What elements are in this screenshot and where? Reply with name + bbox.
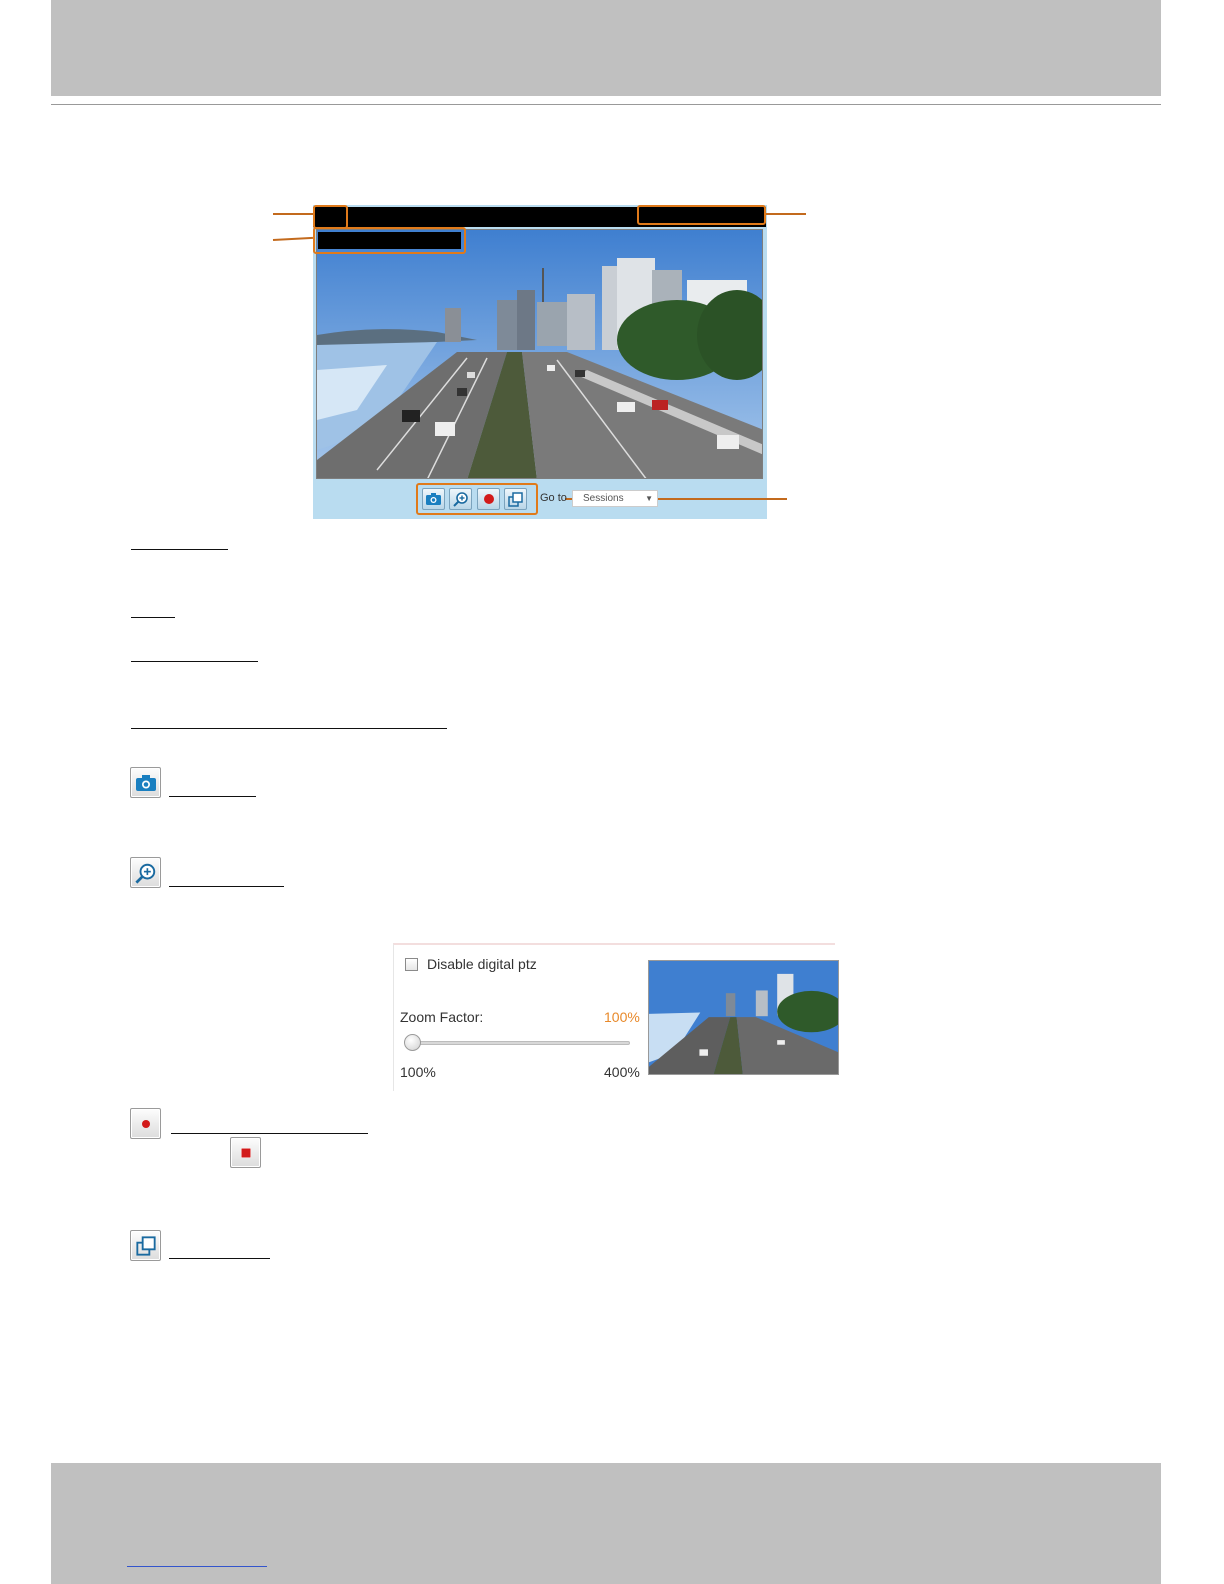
fullscreen-icon	[136, 1236, 156, 1256]
record-icon	[141, 1119, 151, 1129]
highway-thumbnail-image	[649, 961, 839, 1075]
leader-line	[273, 237, 313, 241]
slider-min-label: 100%	[400, 1064, 436, 1080]
digital-zoom-icon-button	[130, 857, 161, 888]
heading-underline	[131, 661, 258, 662]
fullscreen-icon	[508, 492, 523, 507]
heading-underline	[169, 796, 256, 797]
slider-max-label: 400%	[604, 1064, 640, 1080]
camera-icon	[426, 493, 441, 505]
leader-line	[766, 213, 806, 215]
callout-title-right	[637, 205, 766, 225]
highway-scene-image	[317, 230, 763, 479]
zoom-slider-track[interactable]	[412, 1041, 630, 1045]
goto-label: Go to	[540, 492, 567, 504]
snapshot-button[interactable]	[422, 488, 445, 510]
fullscreen-button[interactable]	[504, 488, 527, 510]
record-icon-button	[130, 1108, 161, 1139]
callout-video-title	[313, 205, 348, 229]
goto-selected-value: Sessions	[583, 493, 624, 504]
magnifier-icon	[453, 491, 469, 507]
record-button[interactable]	[477, 488, 500, 510]
fullscreen-icon-button	[130, 1230, 161, 1261]
chevron-down-icon: ▼	[645, 494, 653, 503]
camera-icon	[136, 775, 156, 791]
snapshot-icon-button	[130, 767, 161, 798]
heading-underline	[169, 886, 284, 887]
footer-link[interactable]	[127, 1566, 267, 1567]
record-icon	[483, 493, 495, 505]
heading-underline	[131, 728, 447, 729]
leader-line	[273, 213, 313, 215]
zoom-factor-label: Zoom Factor:	[400, 1009, 484, 1025]
disable-digital-ptz-checkbox[interactable]	[405, 958, 418, 971]
heading-underline	[131, 549, 228, 550]
page-header-band	[51, 0, 1161, 96]
zoom-slider-handle[interactable]	[404, 1034, 421, 1051]
heading-underline	[171, 1133, 368, 1134]
heading-underline	[131, 617, 175, 618]
magnifier-icon	[135, 862, 157, 884]
callout-time-display	[313, 227, 466, 254]
stop-icon	[241, 1148, 251, 1158]
heading-underline	[169, 1258, 270, 1259]
header-divider	[51, 104, 1161, 105]
zoom-factor-value: 100%	[604, 1009, 640, 1025]
live-video-stream	[316, 229, 763, 479]
disable-digital-ptz-label: Disable digital ptz	[427, 956, 537, 972]
digital-zoom-button[interactable]	[449, 488, 472, 510]
goto-select[interactable]	[572, 490, 658, 507]
zoom-preview-thumbnail	[648, 960, 839, 1075]
stop-icon-button	[230, 1137, 261, 1168]
